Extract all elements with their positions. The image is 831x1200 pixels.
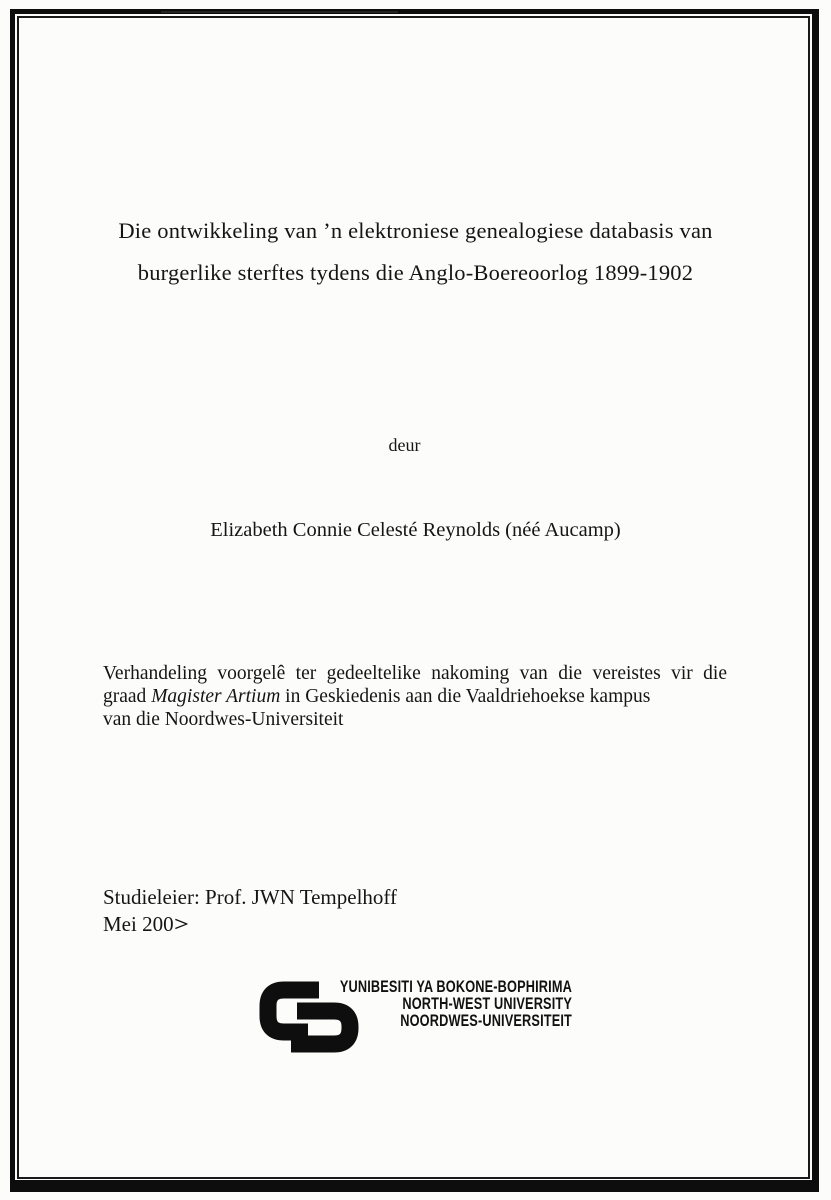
degree-name-italic: Magister Artium	[151, 686, 281, 707]
degree-statement-line1: Verhandeling voorgelê ter gedeeltelike nakoming van die vereistes vir die	[103, 663, 727, 684]
nwu-logo-line1: YUNIBESITI YA BOKONE-BOPHIRIMA	[339, 977, 572, 996]
supervisor-line: Studieleier: Prof. JWN Tempelhoff	[103, 885, 398, 909]
degree-statement-line2	[103, 685, 727, 708]
degree-statement-line3: van die Noordwes-Universiteit	[103, 709, 344, 730]
thesis-title	[55, 210, 776, 294]
date-line	[103, 911, 397, 938]
thesis-title-line1: Die ontwikkeling van ’n elektroniese genealogiese databasis van	[118, 218, 713, 243]
degree-statement	[103, 662, 727, 731]
degree-statement-line2-pre: graad	[103, 686, 152, 707]
distorted-seven-glyph: >	[173, 911, 189, 936]
byline-label: deur	[388, 435, 421, 455]
nwu-logo-line3: NOORDWES-UNIVERSITEIT	[400, 1011, 572, 1031]
thesis-title-line2: burgerlike sterftes tydens die Anglo-Boereoorlog 1899-1902	[137, 260, 694, 285]
degree-statement-line2-post: in Geskiedenis aan die Vaaldriehoekse kampus	[280, 686, 651, 707]
date-prefix: Mei 200	[103, 912, 174, 936]
supervisor-date-block	[103, 884, 397, 938]
author-name: Elizabeth Connie Celesté Reynolds (néé Aucamp)	[210, 519, 621, 541]
nwu-logo-wordmark	[317, 978, 572, 1030]
nwu-logo-line2: NORTH-WEST UNIVERSITY	[402, 994, 572, 1014]
nwu-logo	[255, 972, 585, 1056]
